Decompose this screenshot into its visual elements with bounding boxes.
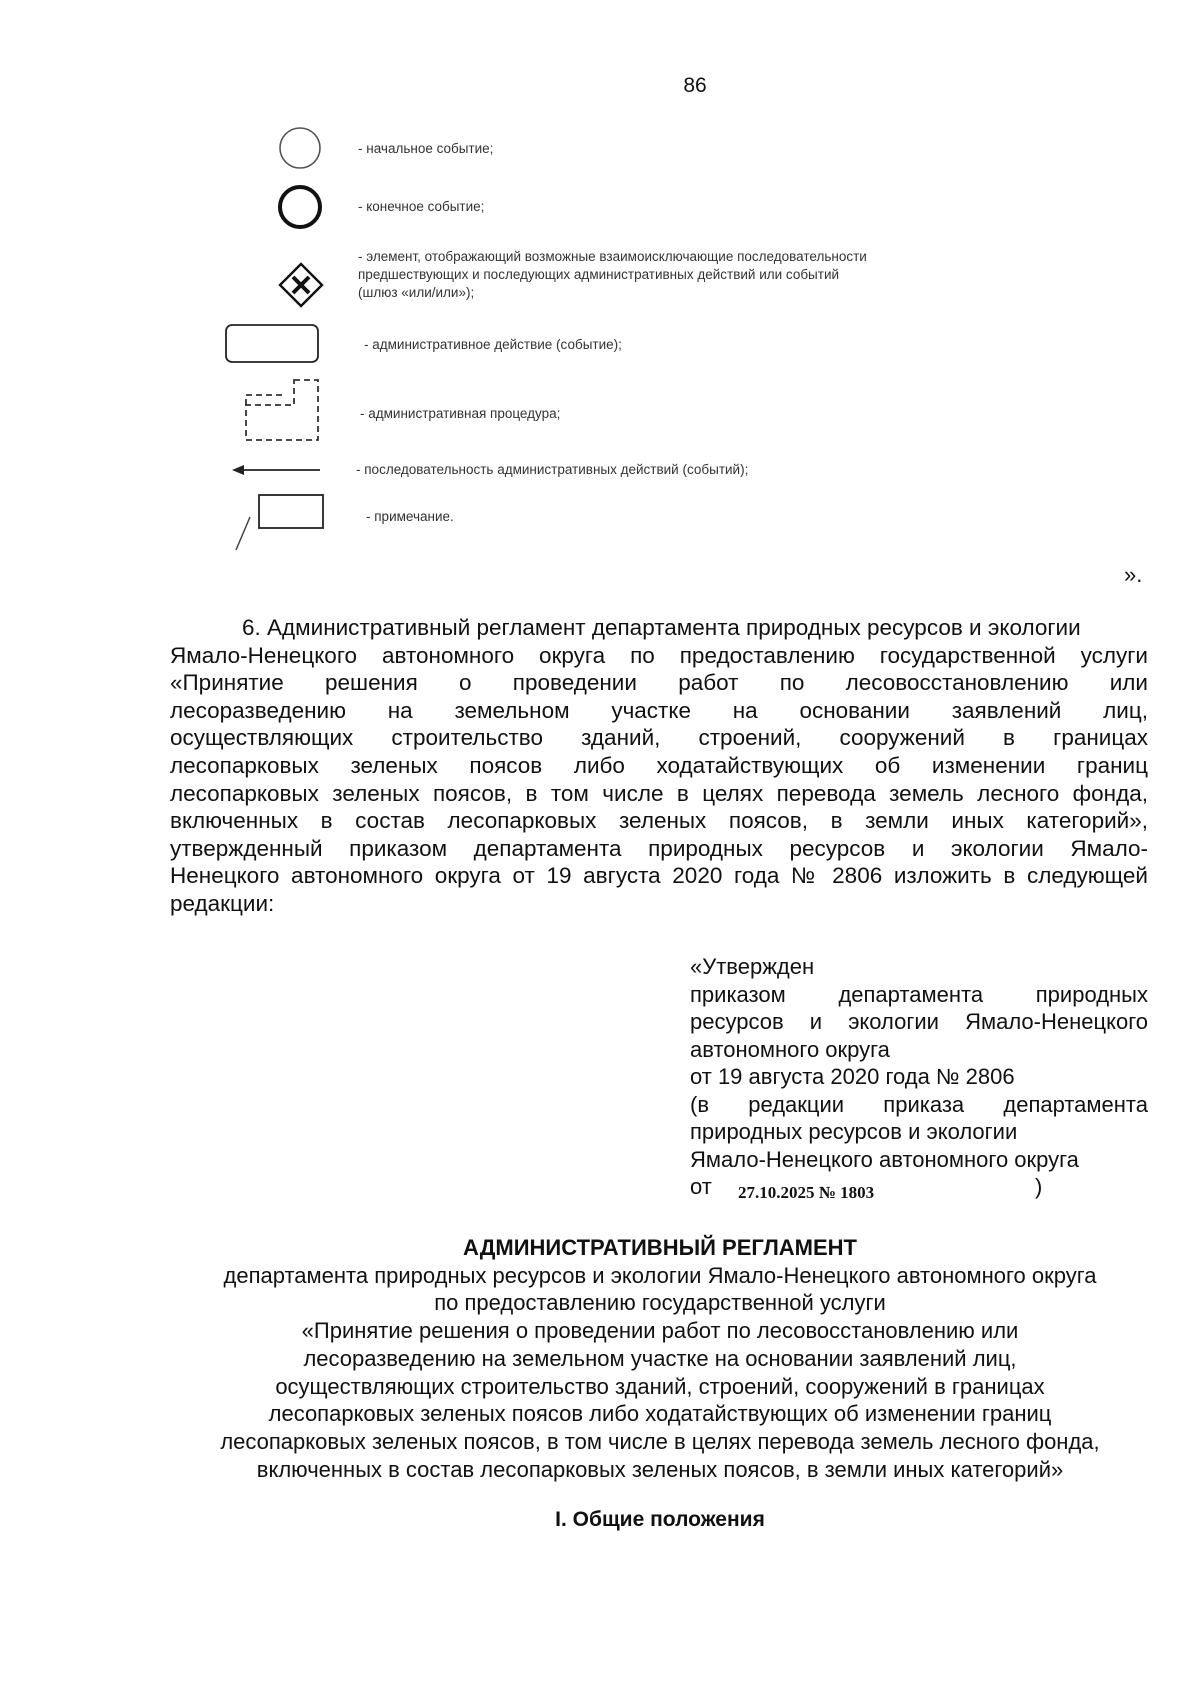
legend-text: - административная процедура; [360,406,561,421]
approval-line: природных ресурсов и экологии [690,1119,1018,1144]
rounded-rect-icon [223,322,323,366]
legend-text: - конечное событие; [358,199,485,214]
paragraph-line: осуществляющих строительство зданий, строений, сооружений в границах [170,725,1148,751]
subtitle-line: лесопарковых зеленых поясов, в том числе в целях перевода земель лесного фонда, [220,1428,1100,1454]
gateway-diamond-icon [278,262,324,308]
title-block [150,1234,1170,1483]
thick-circle-icon [276,183,324,231]
subtitle-line: по предоставлению государственной услуги [434,1290,886,1316]
paragraph-line: включенных в состав лесопарковых зеленых поясов, в земли иных категорий», [170,808,1148,834]
from-label: от [690,1174,712,1199]
paragraph-line: Ямало-Ненецкого автономного округа по предоставлению государственной услуги [170,642,1148,668]
approval-line: «Утвержден [690,954,815,979]
paragraph-line: утвержденный приказом департамента природных ресурсов и экологии Ямало- [170,835,1148,861]
legend-item-procedure [0,377,1200,437]
subtitle-line: департамента природных ресурсов и экологии Ямало-Ненецкого автономного округа [223,1262,1097,1288]
paragraph-line: редакции: [170,890,275,916]
close-paren: ) [1035,1174,1043,1199]
approval-line: автономного округа [690,1036,890,1062]
subtitle-line: «Принятие решения о проведении работ по лесовосстановлению или [301,1318,1019,1344]
paragraph-line: лесопарковых зеленых поясов, в том числе в целях перевода земель лесного фонда, [170,780,1148,806]
legend-item-gateway [0,240,1200,300]
approval-line: приказом департамента природных [690,981,1148,1007]
legend-text-line: - элемент, отображающий возможные взаимоисключающие последовательности [358,249,867,264]
document-title: АДМИНИСТРАТИВНЫЙ РЕГЛАМЕНТ [463,1235,857,1260]
approval-block [690,953,1148,1203]
closing-quote: ». [1124,562,1143,587]
paragraph-line: 6. Административный регламент департамента природных ресурсов и экологии [242,615,1081,640]
legend-item-admin-action [0,320,1200,380]
page-number: 86 [683,74,707,97]
approval-line: (в редакции приказа департамента [690,1091,1148,1117]
subtitle-line: лесопарковых зеленых поясов либо ходатайствующих об изменении границ [268,1401,1052,1427]
paragraph-line: лесопарковых зеленых поясов либо ходатайствующих об изменении границ [170,752,1148,778]
approval-line: ресурсов и экологии Ямало-Ненецкого [690,1009,1148,1034]
paragraph-6 [170,614,1148,918]
paragraph-line: лесоразведению на земельном участке на основании заявлений лиц, [170,697,1148,723]
approval-line: от 19 августа 2020 года № 2806 [690,1064,1015,1089]
legend-text: - последовательность административных действий (событий); [356,462,749,477]
legend-item-note [0,492,1200,552]
legend-item-end-event [0,178,1200,238]
arrow-icon [230,458,322,482]
note-icon [228,492,328,554]
subtitle-line: включенных в состав лесопарковых зеленых поясов, в земли иных категорий» [256,1456,1064,1482]
legend-item-start-event [0,118,1200,178]
subtitle-line: лесоразведению на земельном участке на основании заявлений лиц, [303,1345,1017,1371]
legend-text: - административное действие (событие); [364,337,622,352]
section-title: I. Общие положения [555,1508,765,1531]
approval-date-line [690,1173,1148,1203]
dashed-procedure-icon [238,377,324,443]
order-date-number: 27.10.2025 № 1803 [738,1183,875,1202]
thin-circle-icon [276,124,324,172]
legend-text: - примечание. [366,509,454,524]
paragraph-line: Ненецкого автономного округа от 19 августа 2020 года № 2806 изложить в следующей [170,863,1148,889]
legend-text-line: предшествующих и последующих административных действий или событий [358,267,840,282]
subtitle-line: осуществляющих строительство зданий, строений, сооружений в границах [275,1373,1045,1399]
legend-text: - начальное событие; [358,141,494,156]
legend-text-line: (шлюз «или/или»); [358,285,475,300]
approval-line: Ямало-Ненецкого автономного округа [690,1146,1079,1172]
paragraph-line: «Принятие решения о проведении работ по лесовосстановлению или [170,670,1148,696]
